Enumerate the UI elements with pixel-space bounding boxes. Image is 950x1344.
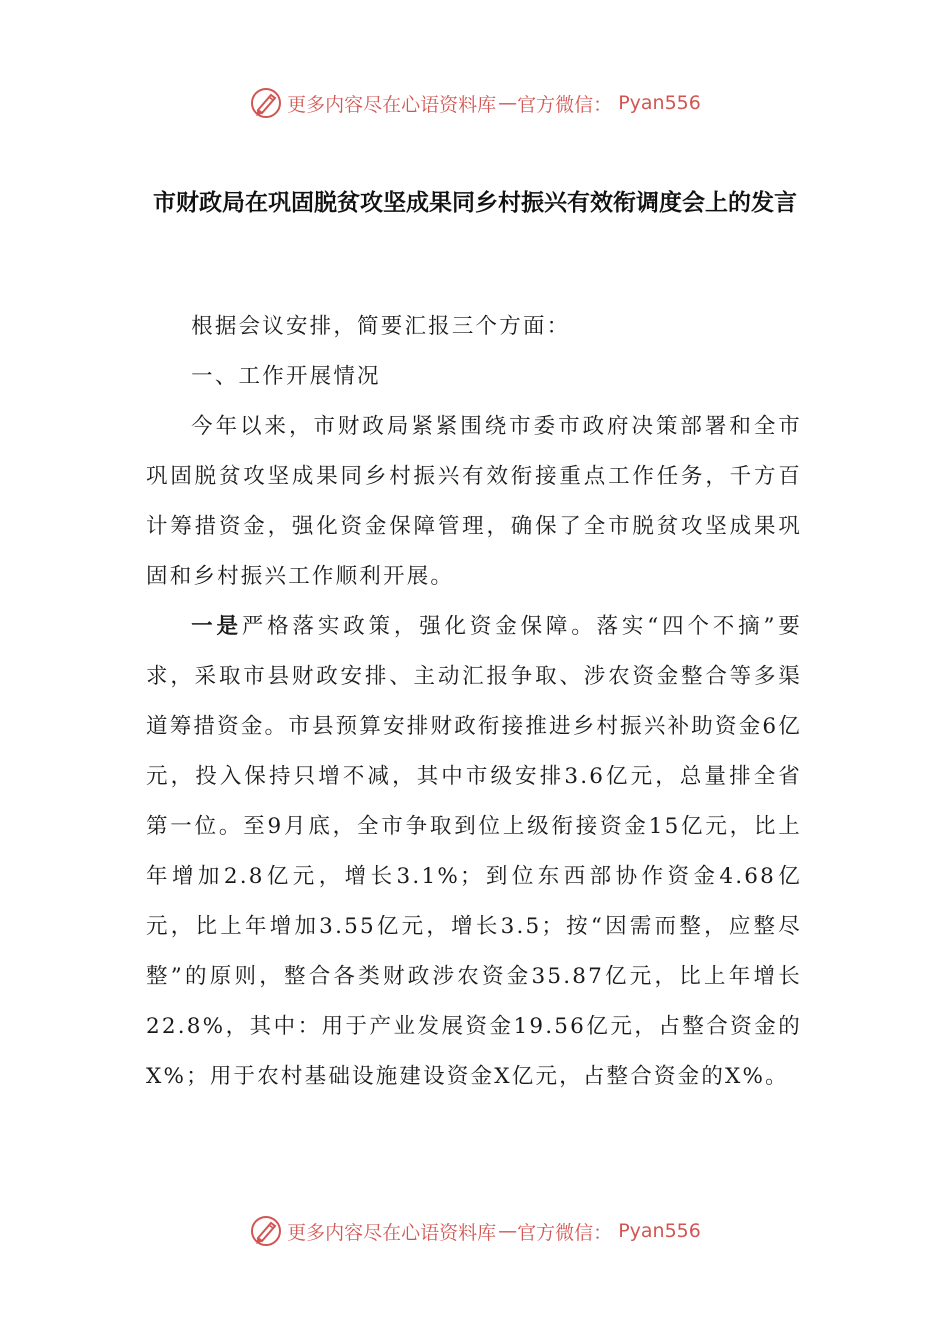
watermark-main-text: 更多内容尽在心语资料库 <box>287 1221 497 1244</box>
paragraph-overview: 今年以来，市财政局紧紧围绕市委市政府决策部署和全市巩固脱贫攻坚成果同乡村振兴有效衔接重点工作任务，千方百计筹措资金，强化资金保障管理，确保了全市脱贫攻坚成果巩固和乡村振兴工作顺利开展。 <box>146 414 802 589</box>
paragraph-point-one <box>146 602 802 1102</box>
watermark-footer <box>0 1211 950 1251</box>
watermark-dash: — <box>498 92 516 114</box>
document-body <box>146 302 802 1102</box>
watermark-dash: — <box>498 1220 516 1242</box>
watermark-main-text: 更多内容尽在心语资料库 <box>287 93 497 116</box>
watermark-wechat-label: 官方微信： <box>517 1221 613 1244</box>
section-heading: 一、工作开展情况 <box>191 364 381 389</box>
watermark-wechat-id: Pyan556 <box>618 1220 701 1242</box>
watermark-header <box>0 83 950 123</box>
pen-logo-icon <box>249 86 283 120</box>
point-text: 严格落实政策，强化资金保障。落实“四个不摘”要求，采取市县财政安排、主动汇报争取、涉农资金整合等多渠道筹措资金。市县预算安排财政衔接推进乡村振兴补助资金6亿元，投入保持只增不减，其中市级安排3.6亿元，总量排全省第一位。至9月底，全市争取到位上级衔接资金15亿元，比上年增加2.8亿元，增长3.1%；到位东西部协作资金4.68亿元，比上年增加3.55亿元，增长3.5；按“因需而整，应整尽整”的原则，整合各类财政涉农资金35.87亿元，比上年增长22.8%，其中：用于产业发展资金19.56亿元，占整合资金的X%；用于农村基础设施建设资金X亿元，占整合资金的X%。 <box>146 614 802 1089</box>
watermark-wechat-label: 官方微信： <box>517 93 613 116</box>
watermark-wechat-id: Pyan556 <box>618 92 701 114</box>
document-title: 市财政局在巩固脱贫攻坚成果同乡村振兴有效衔调度会上的发言 <box>153 190 797 216</box>
paragraph-intro: 根据会议安排，简要汇报三个方面： <box>191 314 571 339</box>
point-lead: 一是 <box>191 614 242 639</box>
pen-logo-icon <box>249 1214 283 1248</box>
